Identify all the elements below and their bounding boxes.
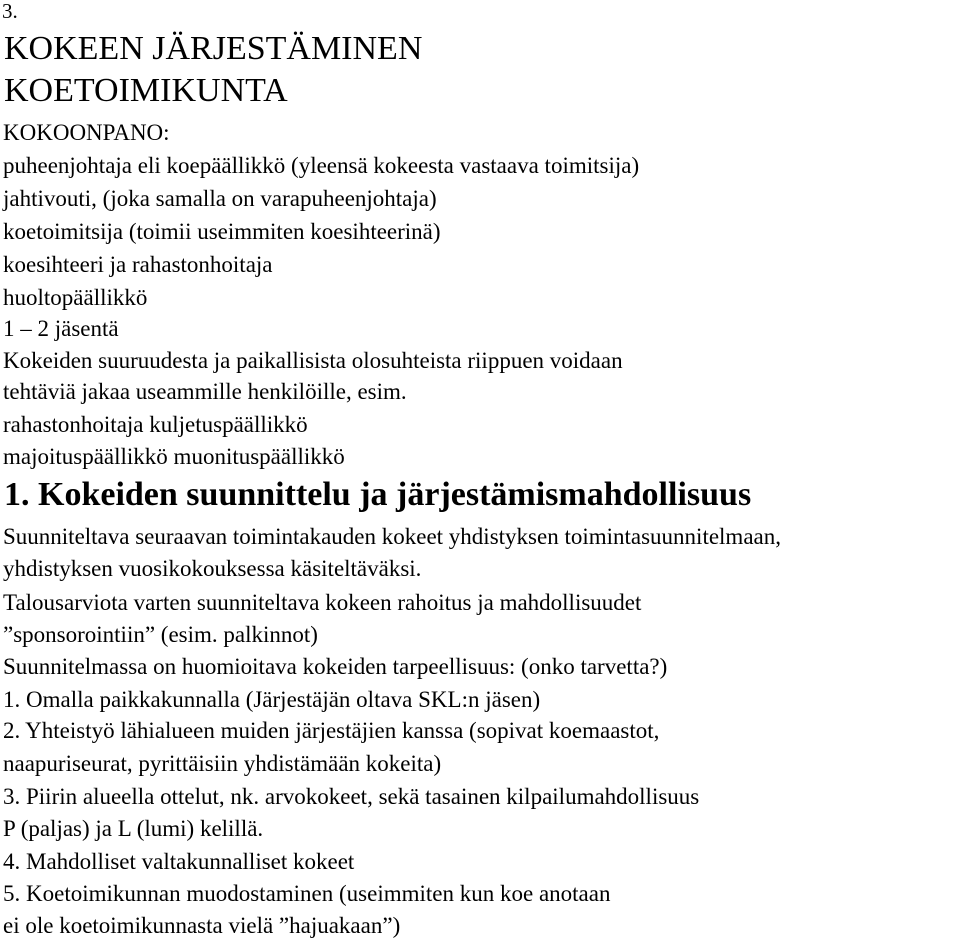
text-line: huoltopäällikkö [3,285,148,310]
text-line: 2. Yhteistyö lähialueen muiden järjestäjien kanssa (sopivat koemaastot, [3,718,660,743]
text-line: koetoimitsija (toimii useimmiten koesihteerinä) [3,219,441,244]
text-line: yhdistyksen vuosikokouksessa käsiteltäväksi. [3,556,422,581]
text-line: jahtivouti, (joka samalla on varapuheenjohtaja) [3,186,437,211]
text-line: ”sponsorointiin” (esim. palkinnot) [3,622,318,647]
text-line: 1. Omalla paikkakunnalla (Järjestäjän oltava SKL:n jäsen) [3,687,541,712]
text-line: 4. Mahdolliset valtakunnalliset kokeet [3,849,355,874]
text-line: Kokeiden suuruudesta ja paikallisista olosuhteista riippuen voidaan [3,348,623,373]
page-number: 3. [2,0,18,23]
text-line: 3. Piirin alueella ottelut, nk. arvokokeet, sekä tasainen kilpailumahdollisuus [3,784,700,809]
section-heading: 1. Kokeiden suunnittelu ja järjestämismahdollisuus [4,476,752,513]
page-title: KOKEEN JÄRJESTÄMINEN [4,30,423,67]
text-line: ei ole koetoimikunnasta vielä ”hajuakaan”) [3,913,401,938]
text-line: Talousarviota varten suunniteltava kokeen rahoitus ja mahdollisuudet [3,590,642,615]
section-title: KOETOIMIKUNTA [4,72,288,109]
text-line: Suunniteltava seuraavan toimintakauden kokeet yhdistyksen toimintasuunnitelmaan, [3,524,781,549]
text-line: Suunnitelmassa on huomioitava kokeiden tarpeellisuus: (onko tarvetta?) [3,654,668,679]
text-line: puheenjohtaja eli koepäällikkö (yleensä kokeesta vastaava toimitsija) [3,153,640,178]
text-line: naapuriseurat, pyrittäisiin yhdistämään kokeita) [3,751,442,776]
text-line: P (paljas) ja L (lumi) kelillä. [3,816,264,841]
text-line: majoituspäällikkö muonituspäällikkö [3,444,345,469]
text-line: tehtäviä jakaa useammille henkilöille, esim. [3,379,407,404]
subtitle: KOKOONPANO: [3,120,170,145]
text-line: koesihteeri ja rahastonhoitaja [3,252,273,277]
text-line: rahastonhoitaja kuljetuspäällikkö [3,412,308,437]
text-line: 5. Koetoimikunnan muodostaminen (useimmiten kun koe anotaan [3,881,611,906]
text-line: 1 – 2 jäsentä [3,316,119,341]
